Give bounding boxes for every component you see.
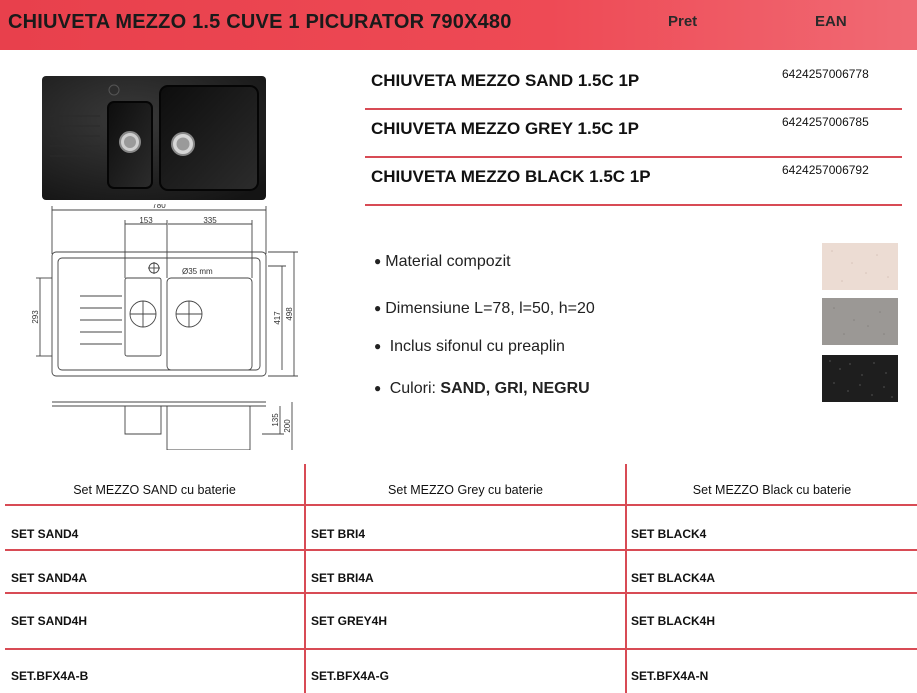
set-cell: SET SAND4A [11,571,88,585]
feature-material [374,253,511,271]
product-ean: 6424257006778 [782,67,869,81]
dim-depth-small: 293 [31,310,40,324]
set-cell: SET BLACK4 [631,527,707,541]
dim-drain-diameter: Ø35 mm [182,267,213,276]
dim-bowl-small: 153 [139,216,153,225]
set-cell: SET.BFX4A-N [631,669,709,683]
sets-table [5,464,917,693]
product-ean: 6424257006792 [782,163,869,177]
set-cell: SET SAND4 [11,527,79,541]
row-divider [5,504,917,506]
dim-height-small: 135 [271,413,280,427]
feature-siphon [374,338,565,356]
price-column-label: Pret [668,13,698,30]
feature-colors [374,380,590,398]
swatch-grey [822,298,898,345]
ean-column-label: EAN [815,13,847,30]
dim-depth-large: 417 [273,311,282,325]
row-divider [5,592,917,594]
swatch-sand [822,243,898,290]
column-divider [304,464,306,693]
product-row-grey [365,108,902,158]
set-cell: SET.BFX4A-B [11,669,89,683]
feature-text: Dimensiune L=78, l=50, h=20 [385,300,595,317]
bullet-icon: ● [374,254,382,268]
feature-dimensions [374,300,595,318]
product-name: CHIUVETA MEZZO SAND 1.5C 1P [371,71,640,90]
bullet-icon: ● [374,301,382,315]
page-title: CHIUVETA MEZZO 1.5 CUVE 1 PICURATOR 790X480 [8,11,512,33]
product-name: CHIUVETA MEZZO GREY 1.5C 1P [371,119,639,138]
product-name: CHIUVETA MEZZO BLACK 1.5C 1P [371,167,651,186]
sets-header-sand: Set MEZZO SAND cu baterie [73,483,236,497]
product-row-sand [365,60,902,110]
feature-colors-label: Culori: [389,380,441,397]
set-cell: SET BLACK4A [631,571,716,585]
product-ean: 6424257006785 [782,115,869,129]
sets-header-grey: Set MEZZO Grey cu baterie [388,483,543,497]
sets-header-black: Set MEZZO Black cu baterie [692,483,852,497]
bullet-icon: ● [374,381,382,395]
row-divider [5,549,917,551]
sink-photo [42,76,266,200]
set-cell: SET.BFX4A-G [311,669,390,683]
dim-width-total: 780 [152,204,166,210]
dim-height-total: 200 [283,419,292,433]
header-bar [0,0,917,50]
row-divider [5,648,917,650]
set-cell: SET BRI4 [311,527,366,541]
feature-text: Inclus sifonul cu preaplin [389,338,565,355]
swatch-black [822,355,898,402]
dim-depth-total: 498 [285,307,294,321]
set-cell: SET BRI4A [311,571,374,585]
dim-bowl-large: 335 [203,216,217,225]
set-cell: SET SAND4H [11,614,88,628]
product-row-black [365,156,902,206]
technical-drawing [22,204,302,450]
bullet-icon: ● [374,339,382,353]
feature-text: Material compozit [385,253,511,270]
set-cell: SET GREY4H [311,614,388,628]
feature-colors-value: SAND, GRI, NEGRU [440,380,590,397]
set-cell: SET BLACK4H [631,614,716,628]
column-divider [625,464,627,693]
